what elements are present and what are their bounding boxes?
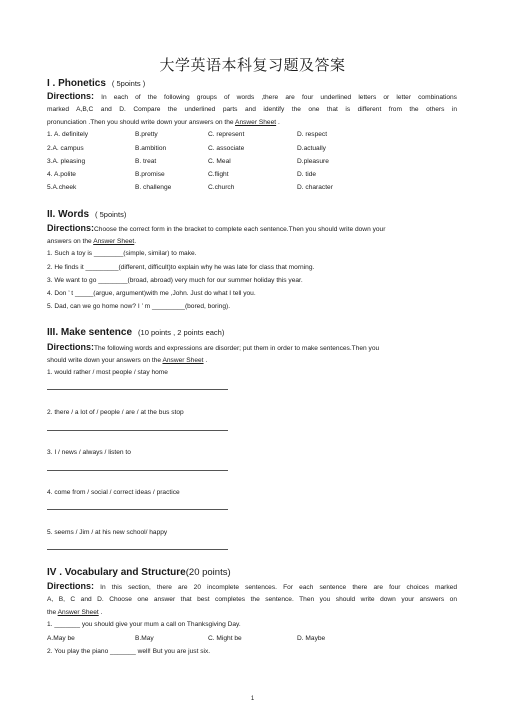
words-item: 5. Dad, can we go home now? I ’ m _________(bored, boring). [47, 303, 231, 310]
words-item: 2. He finds it _________(different, difficult)to explain why he was late for class that morning. [47, 264, 315, 271]
page-title: 大学英语本科复习题及答案 [159, 56, 346, 74]
vocabulary-options-row: A.May be B.May C. Might be D. Maybe [47, 635, 326, 642]
make-sentence-item: 1. would rather / most people / stay home [47, 369, 168, 376]
section-1-points: ( 5points ) [111, 79, 146, 88]
section-1-directions-line-2: marked A,B,C and D. Compare the underlined parts and identify the one that is different from the others in [47, 106, 457, 113]
phonetics-row: 4. A.polite B.promise C.flight D. tide [47, 171, 317, 178]
section-1-heading [47, 78, 145, 89]
words-item: 1. Such a toy is ________(simple, similar) to make. [47, 250, 197, 257]
section-2-title: II. Words [47, 209, 90, 220]
page-number: 1 [250, 696, 255, 702]
section-4-directions-line-2: A, B, C and D. Choose one answer that best completes the sentence. Then you should write down your answers on [47, 596, 457, 603]
vocabulary-question: 2. You play the piano _______ well! But you are just six. [47, 648, 211, 655]
directions-label: Directions: [47, 91, 95, 101]
section-3-title: III. Make sentence [47, 327, 133, 338]
section-3-directions-line-1: Directions:The following words and expressions are disorder; put them in order to make sentences.Then you [47, 342, 380, 352]
directions-label: Directions: [47, 581, 95, 591]
answer-line [47, 509, 228, 510]
section-2-heading [47, 209, 126, 220]
directions-label: Directions: [47, 342, 95, 352]
make-sentence-item: 3. I / news / always / listen to [47, 449, 131, 456]
section-4-title: IV . Vocabulary and Structure [47, 567, 186, 578]
make-sentence-item: 4. come from / social / correct ideas / practice [47, 489, 180, 496]
section-4-heading [47, 567, 231, 578]
phonetics-row: 3.A. pleasing B. treat C. Meal D.pleasure [47, 158, 329, 165]
words-item: 3. We want to go ________(broad, abroad) very much for our summer holiday this year. [47, 277, 303, 284]
phonetics-row: 5.A.cheek B. challenge C.church D. character [47, 184, 333, 191]
phonetics-row: 2.A. campus B.ambition C. associate D.actually [47, 145, 326, 152]
answer-line [47, 389, 228, 390]
section-1-directions-line-3: pronunciation .Then you should write down your answers on the Answer Sheet . [47, 119, 280, 126]
section-1-title: I . Phonetics [47, 78, 106, 89]
section-1-directions-line-1: Directions: In each of the following groups of words ,there are four underlined letters or letter combinations [47, 91, 457, 101]
section-3-directions-line-2: should write down your answers on the Answer Sheet . [47, 357, 208, 364]
make-sentence-item: 2. there / a lot of / people / are / at the bus stop [47, 409, 184, 416]
section-2-points: ( 5points) [95, 210, 127, 219]
section-4-directions-line-3: the Answer Sheet . [47, 609, 103, 616]
section-3-points: (10 points , 2 points each) [138, 328, 225, 337]
answer-sheet-label: Answer Sheet [93, 238, 135, 245]
answer-line [47, 470, 228, 471]
answer-sheet-label: Answer Sheet [57, 609, 99, 616]
section-2-directions-line-2: answers on the Answer Sheet. [47, 238, 137, 245]
answer-sheet-label: Answer Sheet [162, 357, 204, 364]
directions-label: Directions: [47, 223, 95, 233]
make-sentence-item: 5. seems / Jim / at his new school/ happy [47, 529, 168, 536]
section-4-points: (20 points) [185, 567, 231, 578]
vocabulary-question: 1. _______ you should give your mum a call on Thanksgiving Day. [47, 621, 241, 628]
section-4-directions-line-1: Directions: In this section, there are 20 incomplete sentences. For each sentence there are four choices marked [47, 581, 457, 591]
words-item: 4. Don ’ t _____(argue, argument)with me ,John. Just do what I tell you. [47, 290, 256, 297]
phonetics-row: 1. A. definitely B.pretty C. represent D. respect [47, 131, 328, 138]
answer-sheet-label: Answer Sheet [235, 119, 277, 126]
answer-line [47, 430, 228, 431]
section-3-heading [47, 327, 224, 338]
answer-line [47, 549, 228, 550]
section-2-directions-line-1: Directions:Choose the correct form in the bracket to complete each sentence.Then you should write down your [47, 223, 386, 233]
